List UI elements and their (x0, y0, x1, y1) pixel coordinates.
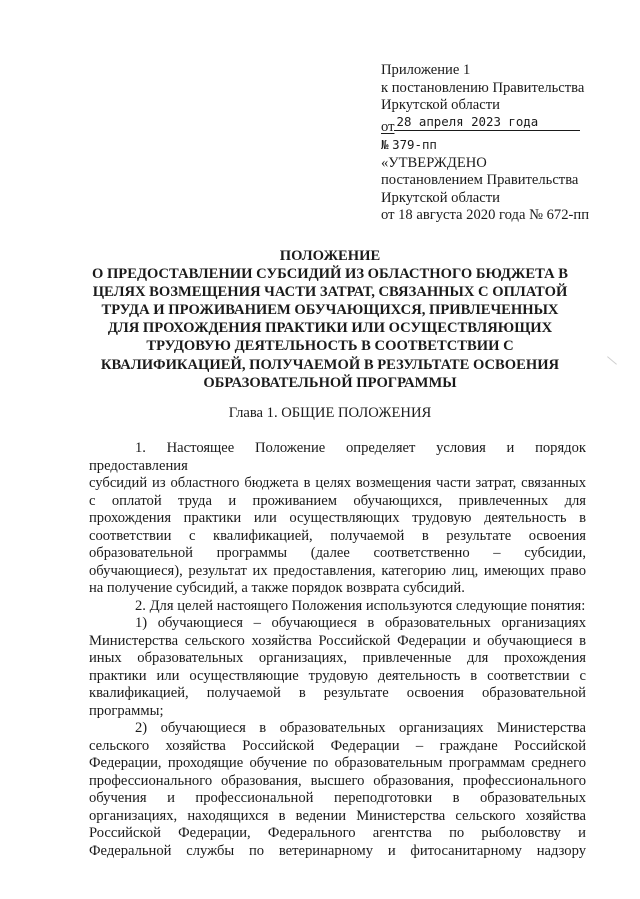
title-line: ПОЛОЖЕНИЕ (279, 248, 381, 264)
approved-line: Иркутской области (381, 189, 500, 206)
text-line: программы; (89, 702, 164, 719)
number-value: 379-пп (392, 137, 437, 152)
approved-line: от 18 августа 2020 года № 672-пп (381, 207, 590, 223)
text-line: сельского хозяйства Российской Федерации – граждане Российской (89, 737, 586, 754)
text-line: 2) обучающиеся в образовательных организациях Министерства (135, 720, 586, 736)
appendix-line: Иркутской области (381, 97, 500, 113)
appendix-number-line (381, 136, 631, 155)
title-line: ТРУДОВУЮ ДЕЯТЕЛЬНОСТЬ В СООТВЕТСТВИИ С (146, 338, 514, 355)
text-line: соответствии с квалификацией, получаемой в результате освоения (89, 527, 586, 544)
paragraph-1 (89, 440, 586, 598)
appendix-date-line (381, 115, 631, 137)
date-prefix: от (381, 118, 395, 135)
title-line: ЦЕЛЯХ ВОЗМЕЩЕНИЯ ЧАСТИ ЗАТРАТ, СВЯЗАННЫХ С ОПЛАТОЙ (92, 284, 568, 301)
paragraph-3 (89, 615, 586, 720)
appendix-line: к постановлению Правительства (381, 79, 585, 96)
title-line: ОБРАЗОВАТЕЛЬНОЙ ПРОГРАММЫ (203, 374, 457, 391)
text-line: на получение субсидий, а также порядок возврата субсидий. (89, 580, 465, 596)
text-line: квалификацией, получаемой в результате освоения образовательной (89, 685, 586, 701)
text-line: иных образовательных организациях, привлеченные для прохождения (89, 650, 586, 666)
title-line: КВАЛИФИКАЦИЕЙ, ПОЛУЧАЕМОЙ В РЕЗУЛЬТАТЕ ОСВОЕНИЯ (100, 356, 560, 373)
approved-line: постановлением Правительства (381, 172, 579, 188)
text-line: 1) обучающиеся – обучающиеся в образовательных организациях (135, 615, 586, 631)
text-line: Федерации, проходящие обучение по образовательным программам среднего (89, 755, 586, 771)
text-line: субсидий из областного бюджета в целях возмещения части затрат, связанных (89, 475, 586, 491)
approved-line: «УТВЕРЖДЕНО (381, 154, 487, 171)
text-line: организациях, находящихся в ведении Министерства сельского хозяйства (89, 807, 586, 824)
text-line: практики или осуществляющие трудовую деятельность в соответствии с (89, 667, 586, 684)
text-line: профессионального образования, высшего образования, профессионального (89, 772, 586, 789)
document-body (89, 440, 586, 860)
date-value: 28 апреля 2023 года (396, 114, 539, 129)
title-line: ТРУДА И ПРОЖИВАНИЕМ ОБУЧАЮЩИХСЯ, ПРИВЛЕЧЕННЫХ (101, 302, 559, 319)
appendix-line: Приложение 1 (381, 62, 471, 78)
text-line: прохождения практики или осуществляющих трудовую деятельность в (89, 510, 586, 526)
text-line: Министерства сельского хозяйства Российской Федерации и обучающиеся в (89, 632, 586, 649)
text-line: 1. Настоящее Положение определяет условия и порядок предоставления (89, 440, 586, 474)
paragraph-4 (89, 720, 586, 860)
text-line: обучения и профессиональной переподготовки в образовательных (89, 790, 586, 806)
title-line: ДЛЯ ПРОХОЖДЕНИЯ ПРАКТИКИ ИЛИ ОСУЩЕСТВЛЯЮЩИХ (107, 320, 553, 337)
number-prefix: № (381, 137, 389, 152)
scan-mark (607, 356, 617, 364)
document-title (80, 247, 580, 392)
date-underline (394, 115, 580, 131)
title-line: О ПРЕДОСТАВЛЕНИИ СУБСИДИЙ ИЗ ОБЛАСТНОГО БЮДЖЕТА В (91, 266, 569, 283)
text-line: Федеральной службы по ветеринарному и фитосанитарному надзору (89, 842, 586, 859)
text-line: образовательной программы (далее соответственно – субсидии, (89, 545, 586, 561)
text-line: с оплатой труда и проживанием обучающихся, привлеченных для (89, 492, 586, 509)
chapter-heading: Глава 1. ОБЩИЕ ПОЛОЖЕНИЯ (228, 405, 432, 421)
text-line: обучающиеся), результат их предоставления, категорию лиц, имеющих право (89, 562, 586, 579)
paragraph-2 (89, 598, 586, 616)
text-line: Российской Федерации, Федерального агентства по рыболовству и (89, 825, 586, 841)
appendix-block (381, 62, 631, 225)
text-line: 2. Для целей настоящего Положения используются следующие понятия: (135, 597, 586, 614)
